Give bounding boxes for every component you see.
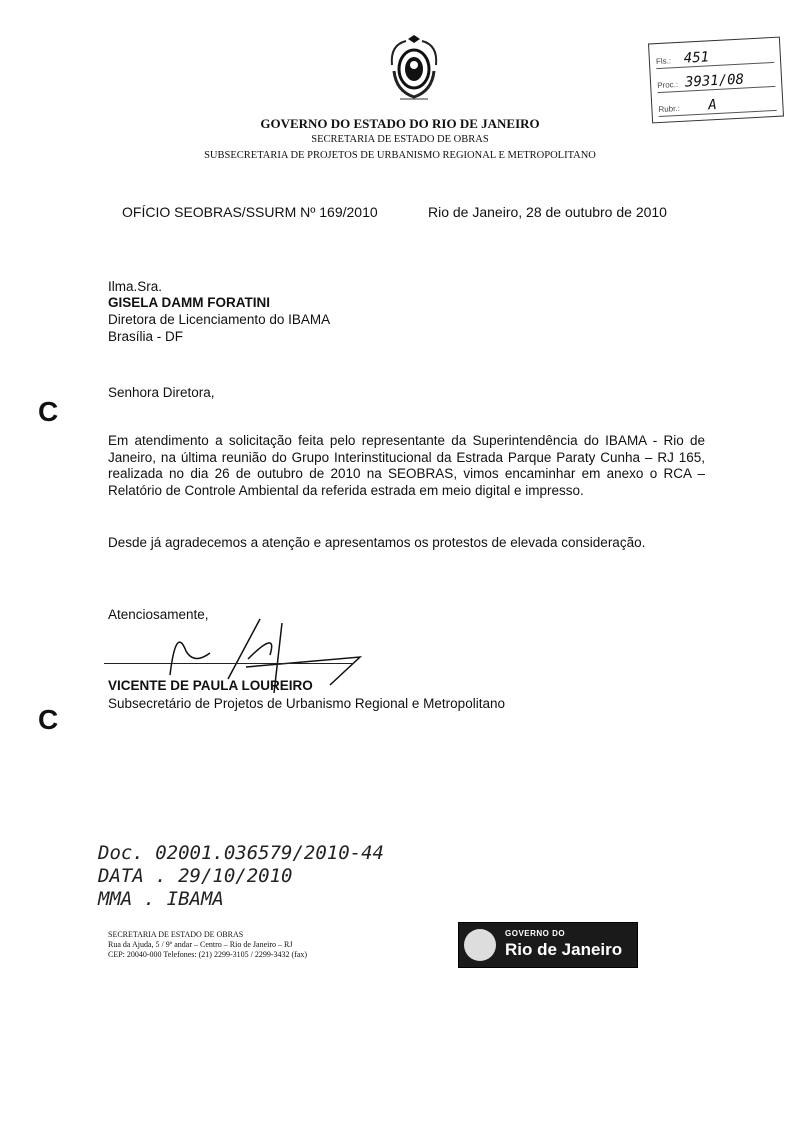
- handwritten-registry-note: [98, 842, 384, 911]
- protocol-stamp: [648, 37, 784, 124]
- logo-small-text: GOVERNO DO: [505, 929, 566, 938]
- paragraph-1: Em atendimento a solicitação feita pelo representante da Superintendência do IBAMA - Rio de Janeiro, na última reunião do Grupo Interinstitucional da Estrada Parque Paraty Cunha – RJ 165, realizada no dia 26 de outubro de 2010 na SEOBRAS, vimos encaminhar em anexo o RCA – Relatório de Controle Ambiental da referida estrada em meio digital e impresso.: [108, 433, 705, 498]
- coat-of-arms-logo: [386, 35, 442, 107]
- stamp-rubr-label: Rubr.:: [658, 103, 681, 115]
- letter-reference: OFÍCIO SEOBRAS/SSURM Nº 169/2010: [122, 204, 378, 220]
- stamp-proc-value: 3931/08: [684, 71, 745, 91]
- handwritten-doc-number: Doc. 02001.036579/2010-44: [98, 842, 384, 864]
- header-government: GOVERNO DO ESTADO DO RIO DE JANEIRO: [260, 116, 540, 131]
- logo-big-text: Rio de Janeiro: [505, 940, 623, 959]
- recipient-location: Brasília - DF: [108, 329, 184, 344]
- stamp-rubr-row: [658, 88, 777, 117]
- closing: Atenciosamente,: [108, 607, 209, 622]
- stamp-fls-value: 451: [683, 49, 710, 67]
- letter-date: Rio de Janeiro, 28 de outubro de 2010: [428, 204, 667, 220]
- recipient-name: GISELA DAMM FORATINI: [108, 295, 270, 310]
- header-secretariat: SECRETARIA DE ESTADO DE OBRAS: [311, 134, 489, 145]
- margin-mark: C: [38, 704, 59, 735]
- footer-line-1: SECRETARIA DE ESTADO DE OBRAS: [108, 930, 244, 939]
- stamp-fls-label: Fls.:: [655, 56, 672, 67]
- signer-name: VICENTE DE PAULA LOUREIRO: [108, 678, 313, 693]
- crest-icon: [464, 929, 496, 961]
- recipient-role: Diretora de Licenciamento do IBAMA: [108, 312, 331, 327]
- greeting: Senhora Diretora,: [108, 385, 215, 400]
- signer-role: Subsecretário de Projetos de Urbanismo Regional e Metropolitano: [108, 696, 505, 711]
- stamp-proc-label: Proc.:: [656, 79, 679, 91]
- signature-line: [104, 663, 354, 664]
- handwritten-agency: MMA . IBAMA: [98, 888, 224, 910]
- stamp-rubr-value: A: [707, 97, 718, 114]
- government-logo: [458, 922, 638, 968]
- footer-line-3: CEP: 20040-000 Telefones: (21) 2299-3105 / 2299-3432 (fax): [108, 950, 308, 959]
- header-subsecretariat: SUBSECRETARIA DE PROJETOS DE URBANISMO REGIONAL E METROPOLITANO: [204, 150, 596, 161]
- salutation-title: Ilma.Sra.: [108, 279, 163, 294]
- margin-mark: C: [38, 396, 59, 427]
- footer-line-2: Rua da Ajuda, 5 / 9º andar – Centro – Rio de Janeiro – RJ: [108, 940, 293, 949]
- handwritten-date: DATA . 29/10/2010: [98, 865, 293, 887]
- footer-address: [108, 930, 307, 960]
- paragraph-2: Desde já agradecemos a atenção e apresentamos os protestos de elevada consideração.: [108, 535, 646, 550]
